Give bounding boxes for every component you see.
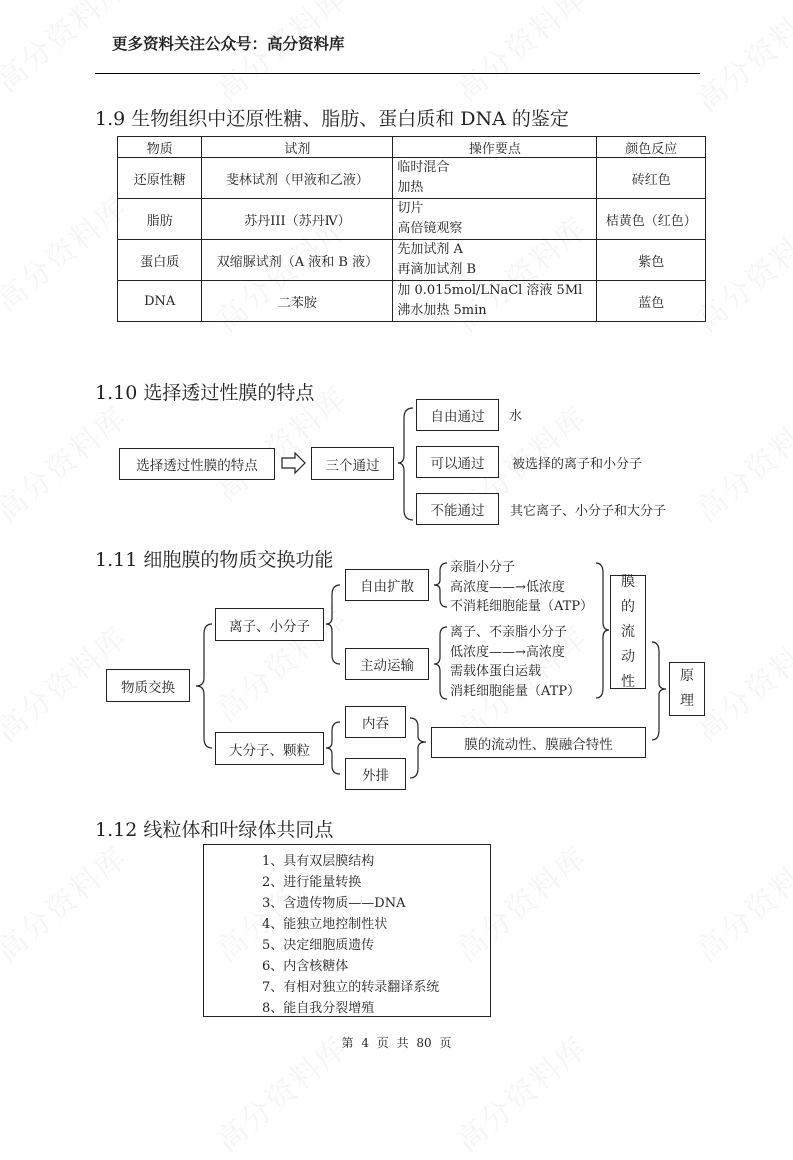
point-line: 离子、不亲脂小分子	[450, 625, 568, 640]
vertical-char: 动	[621, 648, 635, 665]
ops-line: 加热	[397, 180, 424, 195]
ops-cell	[393, 199, 597, 240]
no-pass-desc: 其它离子、小分子和大分子	[510, 504, 667, 519]
header-promo-text: 更多资料关注公众号：高分资料库	[112, 35, 345, 53]
ops-line: 高倍镜观察	[397, 221, 463, 236]
table-header-row	[118, 137, 706, 158]
column-header: 颜色反应	[597, 137, 706, 158]
free-pass-desc: 水	[509, 409, 523, 424]
ops-line: 切片	[397, 201, 424, 216]
point-line: 不消耗细胞能量（ATP）	[450, 599, 594, 614]
reagent-cell: 斐林试剂（甲液和乙液）	[202, 158, 393, 199]
list-item: 7、有相对独立的转录翻译系统	[262, 980, 440, 995]
vertical-char: 的	[621, 598, 635, 615]
column-header: 操作要点	[393, 137, 597, 158]
column-header: 试剂	[202, 137, 393, 158]
point-line: 消耗细胞能量（ATP）	[450, 683, 581, 699]
watermark	[685, 0, 793, 120]
watermark	[205, 0, 356, 110]
list-item: 8、能自我分裂增殖	[262, 1001, 375, 1016]
ops-cell	[393, 240, 597, 281]
watermark	[0, 834, 135, 971]
table-row	[118, 158, 706, 199]
active-transport-points	[450, 623, 580, 701]
point-line: 低浓度——→高浓度	[450, 644, 565, 660]
table-row	[118, 240, 706, 281]
vertical-char: 原	[680, 668, 694, 684]
ops-line: 临时混合	[397, 160, 450, 175]
reagent-cell: 苏丹III（苏丹Ⅳ）	[202, 199, 393, 240]
point-line: 需载体蛋白运载	[450, 664, 542, 679]
left-brace-icon	[326, 722, 340, 774]
ops-cell	[393, 281, 597, 322]
list-item: 3、含遗传物质——DNA	[262, 896, 406, 911]
table-row	[118, 281, 706, 322]
color-cell: 蓝色	[597, 281, 706, 322]
vertical-char: 膜	[621, 573, 635, 590]
free-pass-box: 自由通过	[416, 399, 499, 431]
right-brace-icon	[596, 563, 609, 698]
selective-pass-desc: 被选择的离子和小分子	[512, 457, 643, 472]
page-number: 第 4 页 共 80 页	[341, 1036, 452, 1050]
ops-cell	[393, 158, 597, 199]
hollow-arrow-icon	[282, 453, 305, 473]
list-item: 6、内含核糖体	[262, 959, 349, 974]
left-brace-icon	[434, 627, 447, 699]
selective-pass-box: 可以通过	[416, 446, 499, 478]
identification-table	[117, 136, 706, 322]
principle-box	[669, 662, 705, 716]
left-brace-icon	[434, 563, 447, 607]
common-features-box	[203, 844, 491, 1017]
no-pass-box: 不能通过	[416, 493, 499, 525]
color-cell: 砖红色	[597, 158, 706, 199]
ops-line: 加 0.015mol/LNaCl 溶液 5Ml	[397, 283, 583, 298]
free-diffusion-points	[450, 558, 593, 617]
list-item: 4、能独立地控制性状	[262, 917, 388, 932]
free-diffusion-box: 自由扩散	[345, 569, 429, 601]
three-pass-box: 三个通过	[311, 447, 394, 480]
point-line: 高浓度——→低浓度	[450, 579, 565, 595]
right-brace-icon	[410, 718, 426, 778]
endocytosis-box: 内吞	[345, 706, 406, 738]
watermark	[685, 834, 793, 971]
vertical-char: 理	[680, 693, 694, 709]
material-exchange-box: 物质交换	[106, 669, 190, 702]
reagent-cell: 二苯胺	[202, 281, 393, 322]
ops-line: 沸水加热 5min	[397, 303, 487, 318]
watermark	[0, 184, 135, 321]
section-title-1-11: 1.11 细胞膜的物质交换功能	[95, 549, 334, 571]
membrane-property-box: 膜的流动性、膜融合特性	[431, 727, 646, 758]
substance-cell: 还原性糖	[118, 158, 202, 199]
section-title-1-10: 1.10 选择透过性膜的特点	[95, 382, 315, 404]
substance-cell: 脂肪	[118, 199, 202, 240]
membrane-fluidity-box	[610, 575, 646, 689]
ops-line: 再滴加试剂 B	[397, 262, 477, 277]
section-title-1-12: 1.12 线粒体和叶绿体共同点	[95, 819, 334, 841]
left-brace-icon	[196, 624, 212, 748]
ions-small-molecules-box: 离子、小分子	[215, 608, 324, 641]
substance-cell: 蛋白质	[118, 240, 202, 281]
ops-line: 先加试剂 A	[397, 242, 463, 257]
list-item: 5、决定细胞质遗传	[262, 938, 375, 953]
color-cell: 桔黄色（红色）	[597, 199, 706, 240]
list-item: 1、具有双层膜结构	[262, 854, 375, 869]
large-molecules-box: 大分子、颗粒	[215, 732, 324, 765]
substance-cell: DNA	[118, 281, 202, 322]
list-item: 2、进行能量转换	[262, 875, 362, 890]
vertical-char: 性	[621, 673, 635, 690]
table-row	[118, 199, 706, 240]
exocytosis-box: 外排	[345, 758, 406, 790]
membrane-feature-root-box: 选择透过性膜的特点	[119, 448, 275, 480]
watermark	[445, 0, 596, 110]
watermark	[685, 394, 793, 531]
section-title-1-9: 1.9 生物组织中还原性糖、脂肪、蛋白质和 DNA 的鉴定	[95, 108, 569, 130]
reagent-cell: 双缩脲试剂（A 液和 B 液）	[202, 240, 393, 281]
color-cell: 紫色	[597, 240, 706, 281]
point-line: 亲脂小分子	[450, 560, 516, 575]
vertical-char: 流	[621, 623, 635, 640]
active-transport-box: 主动运输	[345, 648, 429, 680]
right-brace-icon	[652, 642, 666, 740]
watermark	[0, 394, 135, 531]
left-brace-icon	[398, 408, 413, 520]
header-divider	[95, 73, 700, 74]
left-brace-icon	[326, 585, 340, 664]
column-header: 物质	[118, 137, 202, 158]
